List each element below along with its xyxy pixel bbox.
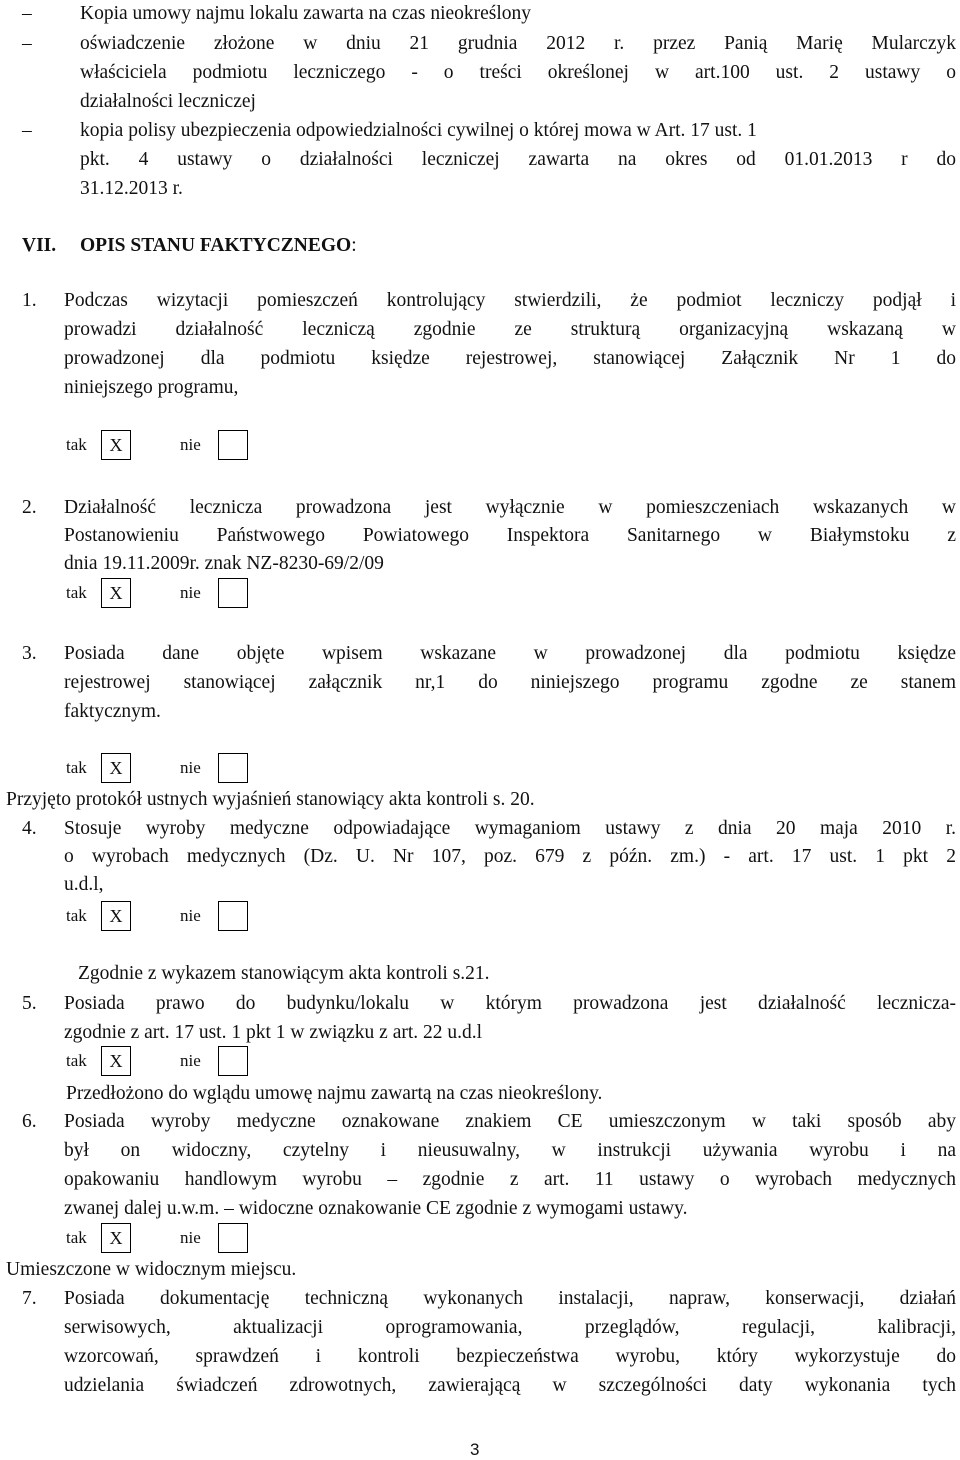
tak-checkbox[interactable]: X — [101, 1046, 131, 1076]
tak-checkbox[interactable]: X — [101, 430, 131, 460]
tak-label: tak — [66, 906, 87, 925]
list-item-2-line: właściciela podmiotu leczniczego - o treści określonej w art.100 ust. 2 ustawy o — [80, 62, 956, 83]
item-6-line: Posiada wyroby medyczne oznakowane znakiem CE umieszczonym w taki sposób aby — [64, 1111, 956, 1132]
nie-checkbox[interactable] — [218, 753, 248, 783]
item-2-line: Postanowieniu Państwowego Powiatowego Inspektora Sanitarnego w Białymstoku z — [64, 525, 956, 546]
item-4-line: Stosuje wyroby medyczne odpowiadające wymaganiom ustawy z dnia 20 maja 2010 r. — [64, 818, 956, 839]
item-6-note: Umieszczone w widocznym miejscu. — [6, 1259, 297, 1280]
item-1-line: prowadzi działalność leczniczą zgodnie ze strukturą organizacyjną wskazaną w — [64, 319, 956, 340]
nie-checkbox[interactable] — [218, 1223, 248, 1253]
section-title-text: OPIS STANU FAKTYCZNEGO — [80, 235, 352, 256]
item-3-line: Posiada dane objęte wpisem wskazane w prowadzonej dla podmiotu księdze — [64, 643, 956, 664]
nie-label: nie — [180, 906, 201, 925]
nie-checkbox[interactable] — [218, 578, 248, 608]
item-7-line: wzorcowań, sprawdzeń i kontroli bezpieczeństwa wyrobu, który wykorzystuje do — [64, 1346, 956, 1367]
tak-label: tak — [66, 1228, 87, 1247]
nie-checkbox[interactable] — [218, 901, 248, 931]
item-5-line: zgodnie z art. 17 ust. 1 pkt 1 w związku z art. 22 u.d.l — [64, 1022, 483, 1043]
section-number: VII. — [22, 235, 57, 256]
item-4-line: u.d.l, — [64, 874, 104, 895]
section-title-colon: : — [351, 235, 357, 256]
nie-checkbox[interactable] — [218, 1046, 248, 1076]
item-5-note: Przedłożono do wglądu umowę najmu zawartą na czas nieokreślony. — [66, 1083, 603, 1104]
tak-checkbox[interactable]: X — [101, 578, 131, 608]
item-number: 3. — [22, 643, 37, 664]
item-7-line: Posiada dokumentację techniczną wykonanych instalacji, napraw, konserwacji, działań — [64, 1288, 956, 1309]
item-4-line: o wyrobach medycznych (Dz. U. Nr 107, poz. 679 z późn. zm.) - art. 17 ust. 1 pkt 2 — [64, 846, 956, 867]
tak-label: tak — [66, 583, 87, 602]
item-1-line: prowadzonej dla podmiotu księdze rejestrowej, stanowiącej Załącznik Nr 1 do — [64, 348, 956, 369]
tak-checkbox[interactable]: X — [101, 901, 131, 931]
page-number: 3 — [470, 1440, 480, 1459]
list-item-3-line: pkt. 4 ustawy o działalności leczniczej zawarta na okres od 01.01.2013 r do — [80, 149, 956, 170]
item-number: 1. — [22, 290, 37, 311]
item-number: 6. — [22, 1111, 37, 1132]
nie-label: nie — [180, 1228, 201, 1247]
item-6-line: zwanej dalej u.w.m. – widoczne oznakowanie CE zgodnie z wymogami ustawy. — [64, 1198, 688, 1219]
list-item-2-line: działalności leczniczej — [80, 91, 256, 112]
tak-label: tak — [66, 435, 87, 454]
item-3-line: rejestrowej stanowiącej załącznik nr,1 do niniejszego programu zgodne ze stanem — [64, 672, 956, 693]
list-dash: – — [22, 33, 32, 54]
list-item-2-line: oświadczenie złożone w dniu 21 grudnia 2012 r. przez Panią Marię Mularczyk — [80, 33, 956, 54]
nie-label: nie — [180, 583, 201, 602]
item-2-line: Działalność lecznicza prowadzona jest wyłącznie w pomieszczeniach wskazanych w — [64, 497, 956, 518]
item-number: 4. — [22, 818, 37, 839]
item-6-line: był on widoczny, czytelny i nieusuwalny, w instrukcji używania wyrobu i na — [64, 1140, 956, 1161]
item-7-line: udzielania świadczeń zdrowotnych, zawierającą w szczególności daty wykonania tych — [64, 1375, 956, 1396]
tak-checkbox[interactable]: X — [101, 753, 131, 783]
tak-checkbox[interactable]: X — [101, 1223, 131, 1253]
item-2-line: dnia 19.11.2009r. znak NZ-8230-69/2/09 — [64, 553, 384, 574]
list-dash: – — [22, 3, 32, 24]
item-6-line: opakowaniu handlowym wyrobu – zgodnie z art. 11 ustawy o wyrobach medycznych — [64, 1169, 956, 1190]
nie-checkbox[interactable] — [218, 430, 248, 460]
item-3-line: faktycznym. — [64, 701, 161, 722]
item-number: 5. — [22, 993, 37, 1014]
item-4-note: Zgodnie z wykazem stanowiącym akta kontroli s.21. — [78, 963, 490, 984]
item-number: 7. — [22, 1288, 37, 1309]
tak-label: tak — [66, 1051, 87, 1070]
item-1-line: Podczas wizytacji pomieszczeń kontrolujący stwierdzili, że podmiot leczniczy podjął i — [64, 290, 956, 311]
item-1-line: niniejszego programu, — [64, 377, 239, 398]
list-dash: – — [22, 120, 32, 141]
tak-label: tak — [66, 758, 87, 777]
list-item-3-line: kopia polisy ubezpieczenia odpowiedzialności cywilnej o której mowa w Art. 17 ust. 1 — [80, 120, 757, 141]
nie-label: nie — [180, 435, 201, 454]
nie-label: nie — [180, 1051, 201, 1070]
nie-label: nie — [180, 758, 201, 777]
list-item-1: Kopia umowy najmu lokalu zawarta na czas nieokreślony — [80, 3, 532, 24]
item-3-note: Przyjęto protokół ustnych wyjaśnień stanowiący akta kontroli s. 20. — [6, 789, 535, 810]
list-item-3-line: 31.12.2013 r. — [80, 178, 183, 199]
item-7-line: serwisowych, aktualizacji oprogramowania, przeglądów, regulacji, kalibracji, — [64, 1317, 956, 1338]
item-number: 2. — [22, 497, 37, 518]
item-5-line: Posiada prawo do budynku/lokalu w którym prowadzona jest działalność lecznicza- — [64, 993, 956, 1014]
section-title — [80, 232, 357, 260]
